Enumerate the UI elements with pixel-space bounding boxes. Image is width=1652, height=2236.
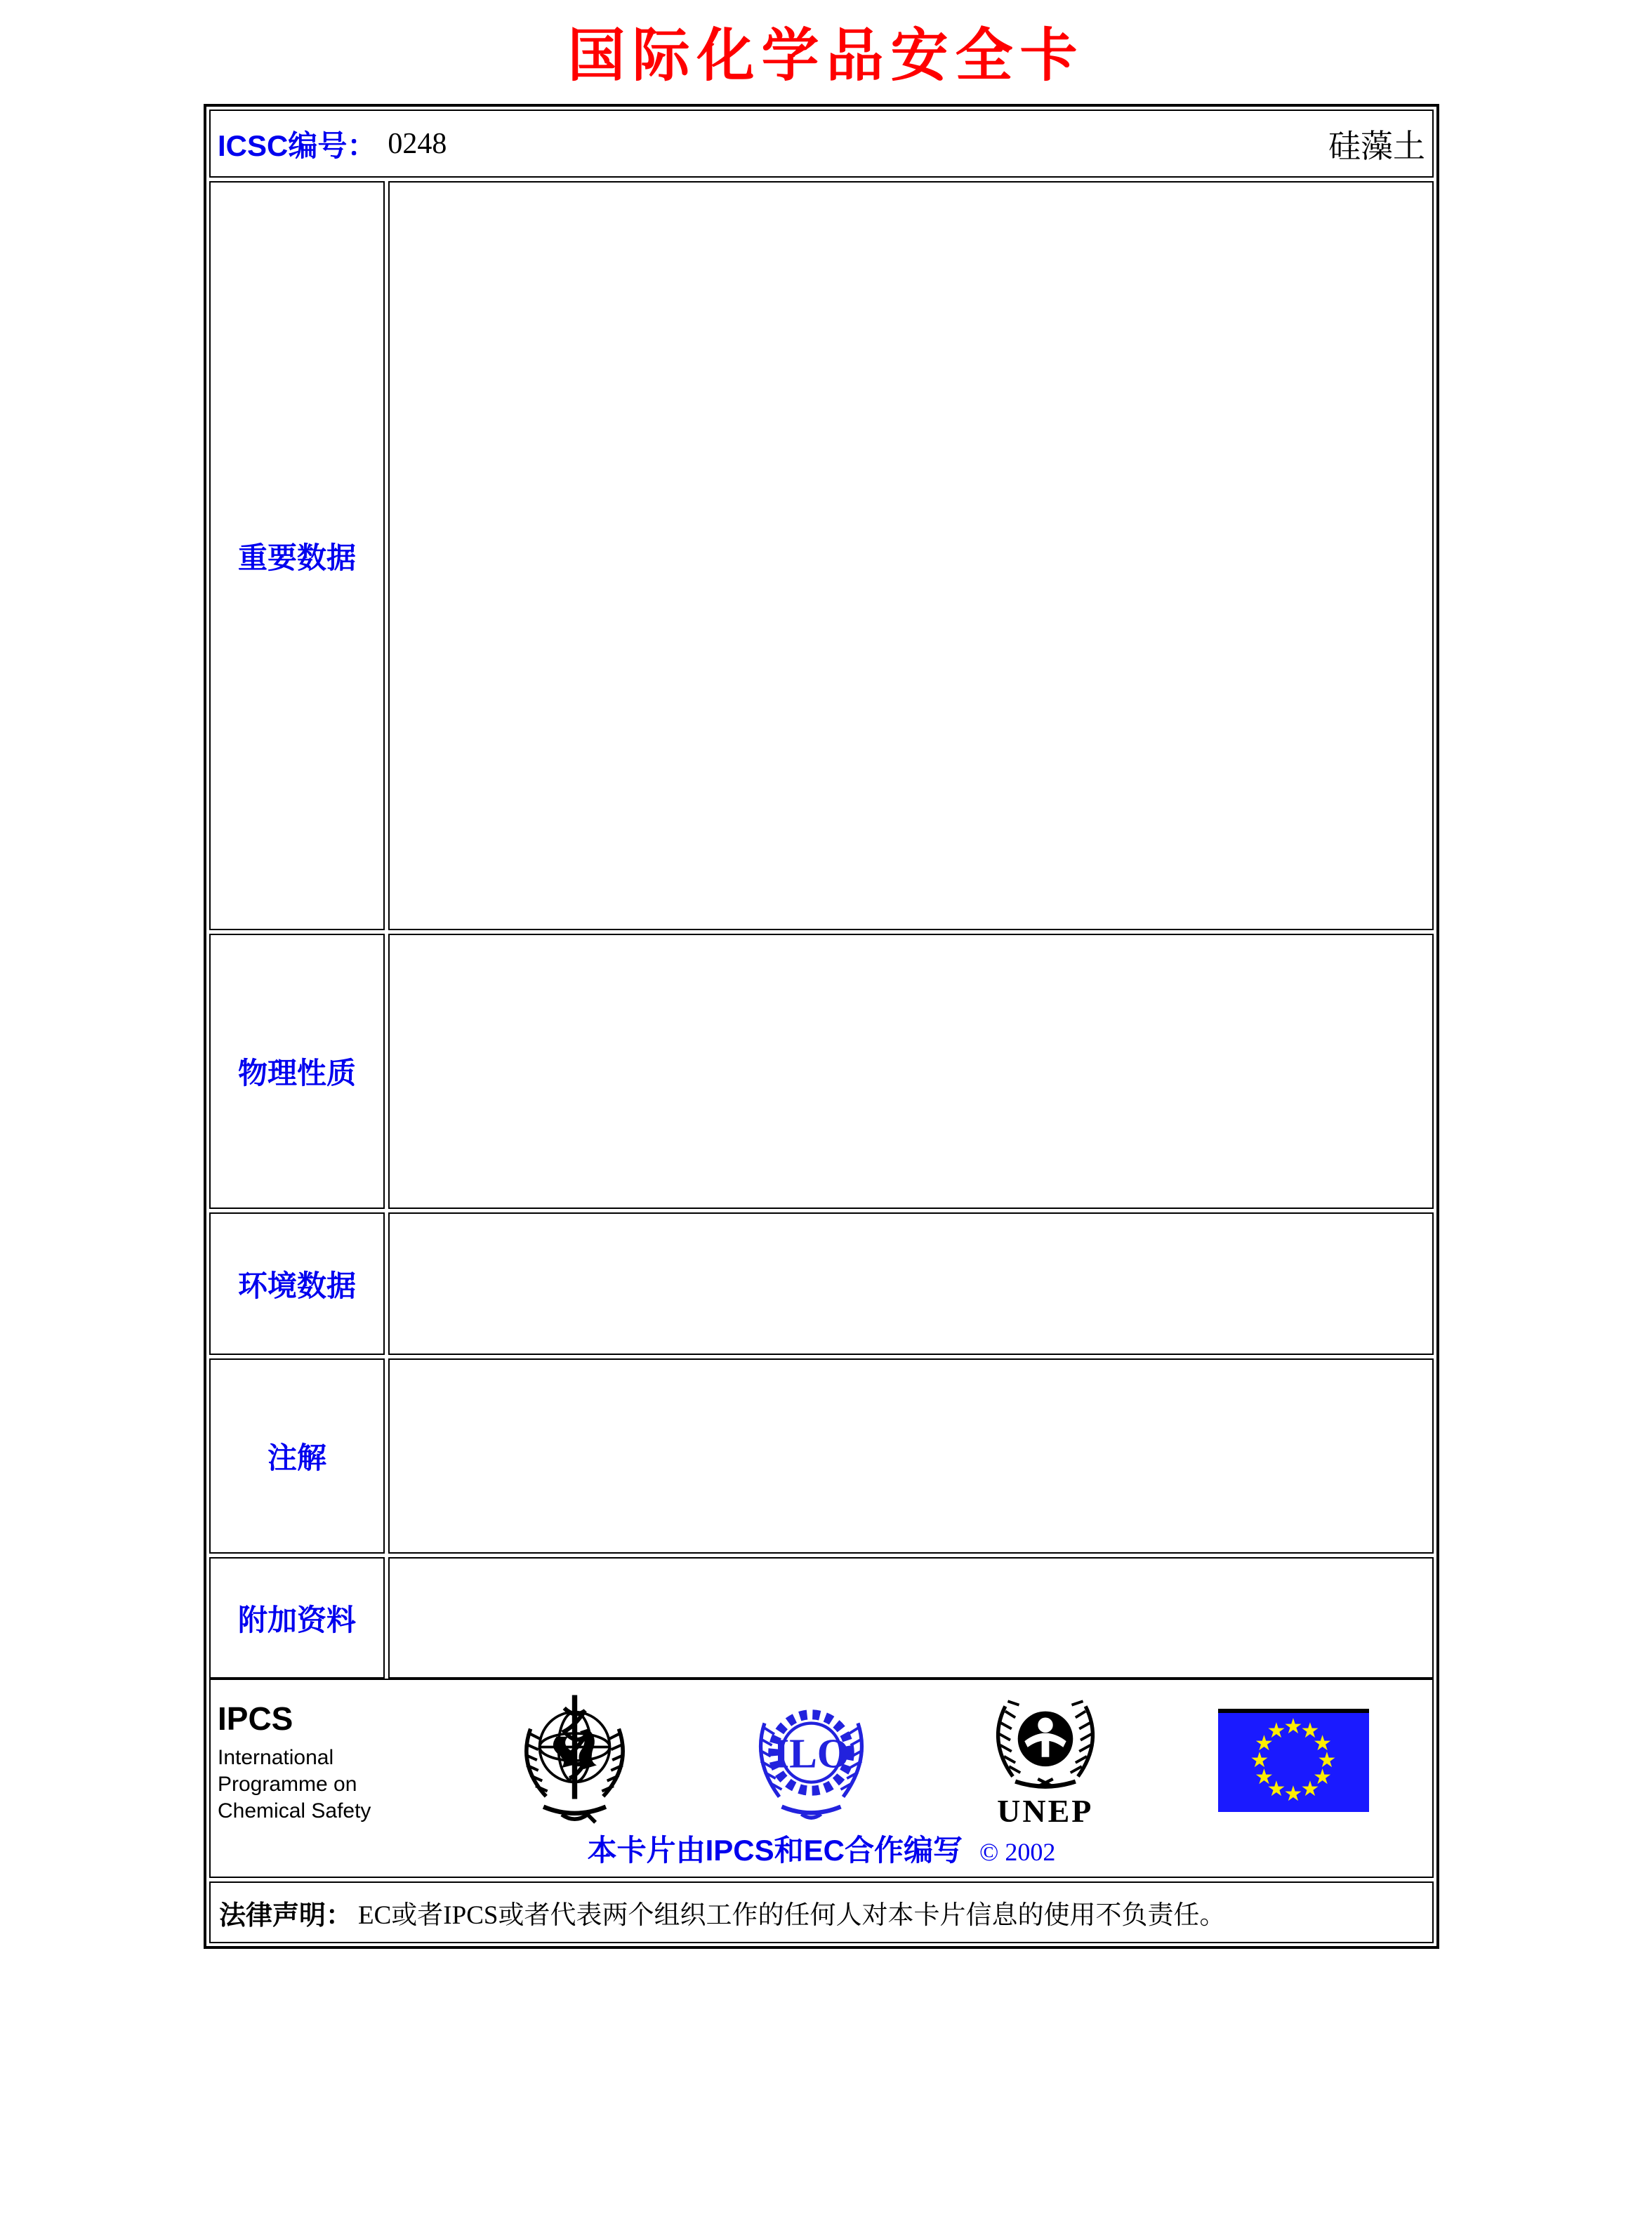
ilo-logo-icon bbox=[750, 1693, 873, 1827]
eu-star-icon: ★ bbox=[1313, 1764, 1333, 1790]
copyright-text: © 2002 bbox=[979, 1838, 1056, 1866]
unep-logo-icon bbox=[982, 1691, 1109, 1797]
ipcs-subtitle-line: Chemical Safety bbox=[218, 1799, 371, 1822]
eu-star-icon: ★ bbox=[1250, 1747, 1269, 1773]
eu-star-icon: ★ bbox=[1283, 1714, 1303, 1739]
section-label: 重要数据 bbox=[237, 541, 356, 574]
eu-star-icon: ★ bbox=[1254, 1731, 1274, 1756]
logos-strip bbox=[218, 1690, 1369, 1830]
header-cell bbox=[209, 110, 1434, 178]
section-body bbox=[388, 1557, 1434, 1679]
eu-star-icon: ★ bbox=[1313, 1731, 1333, 1756]
who-logo-icon bbox=[510, 1690, 640, 1830]
eu-star-icon: ★ bbox=[1300, 1718, 1320, 1743]
eu-star-icon: ★ bbox=[1300, 1777, 1320, 1802]
ipcs-title: IPCS bbox=[218, 1700, 293, 1737]
icsc-number-value: 0248 bbox=[388, 127, 447, 160]
ipcs-subtitle-line: Programme on bbox=[218, 1773, 357, 1796]
ipcs-subtitle-line: International bbox=[218, 1746, 334, 1769]
legal-cell bbox=[209, 1881, 1434, 1943]
eu-star-icon: ★ bbox=[1267, 1777, 1286, 1802]
section-notes bbox=[209, 1358, 1434, 1554]
credit-line bbox=[211, 1827, 1432, 1870]
eu-star-icon: ★ bbox=[1283, 1781, 1303, 1806]
section-label: 注解 bbox=[267, 1441, 326, 1474]
sections-container bbox=[209, 181, 1434, 1679]
section-label: 环境数据 bbox=[237, 1269, 356, 1302]
eu-star-icon: ★ bbox=[1267, 1718, 1286, 1743]
section-body bbox=[388, 934, 1434, 1209]
legal-row bbox=[209, 1881, 1434, 1943]
legal-notice-label: 法律声明： bbox=[219, 1900, 353, 1931]
legal-notice-text: EC或者IPCS或者代表两个组织工作的任何人对本卡片信息的使用不负责任。 bbox=[358, 1901, 1226, 1930]
section-label: 附加资料 bbox=[237, 1603, 356, 1636]
section-body bbox=[388, 181, 1434, 930]
eu-star-icon: ★ bbox=[1254, 1764, 1274, 1790]
eu-star-icon: ★ bbox=[1317, 1747, 1337, 1773]
chemical-name: 硅藻土 bbox=[1328, 128, 1425, 164]
header-row bbox=[209, 110, 1434, 178]
page-title: 国际化学品安全卡 bbox=[567, 24, 1085, 88]
section-label: 物理性质 bbox=[237, 1057, 356, 1090]
unep-logo-block bbox=[982, 1691, 1109, 1830]
ipcs-text-block bbox=[218, 1700, 400, 1825]
icsc-card bbox=[204, 104, 1439, 1949]
logos-row bbox=[209, 1679, 1434, 1878]
section-body bbox=[388, 1212, 1434, 1355]
eu-flag bbox=[1218, 1709, 1369, 1812]
section-environmental-data bbox=[209, 1212, 1434, 1355]
section-additional-info bbox=[209, 1557, 1434, 1679]
logos-cell bbox=[209, 1679, 1434, 1878]
section-important-data bbox=[209, 181, 1434, 930]
unep-wordmark: UNEP bbox=[997, 1792, 1094, 1829]
icsc-number-label: ICSC编号： bbox=[218, 128, 377, 162]
svg-text:ILO: ILO bbox=[772, 1730, 850, 1777]
section-body bbox=[388, 1358, 1434, 1554]
section-physical-properties bbox=[209, 934, 1434, 1209]
credit-text: 本卡片由IPCS和EC合作编写 bbox=[587, 1834, 963, 1867]
